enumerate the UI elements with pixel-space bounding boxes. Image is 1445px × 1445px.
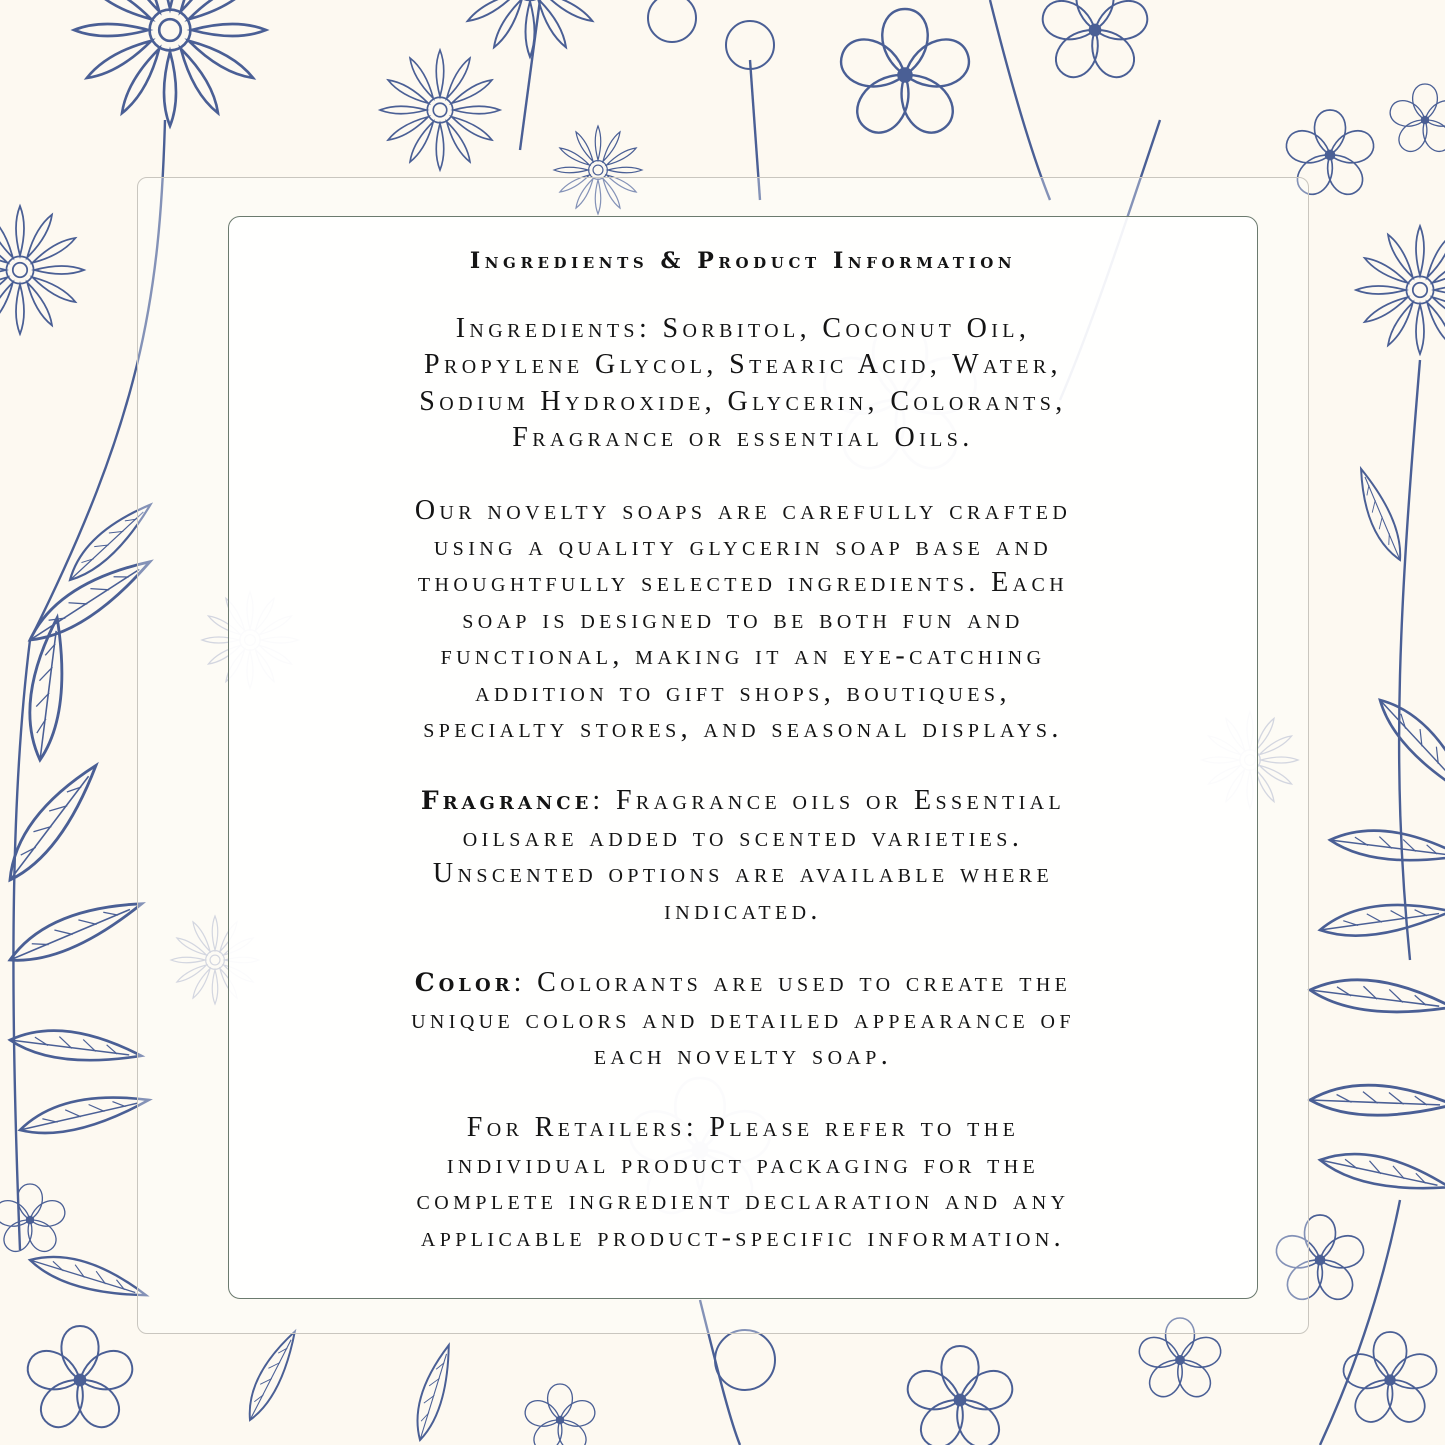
fragrance-text: : Fragrance oils or Essential (592, 785, 1066, 817)
info-card (228, 216, 1258, 1299)
color-paragraph (237, 965, 1249, 1074)
ingredients-line: Propylene Glycol, Stearic Acid, Water, (424, 349, 1062, 381)
fragrance-line: indicated. (664, 894, 822, 926)
description-line: functional, making it an eye-catching (440, 640, 1046, 672)
fragrance-line: oilsare added to scented varieties. (462, 821, 1024, 853)
retailers-line: applicable product-specific information. (420, 1221, 1066, 1253)
color-line: each novelty soap. (593, 1039, 893, 1071)
ingredients-paragraph (237, 311, 1249, 457)
description-paragraph (237, 493, 1249, 748)
color-label: Color (414, 968, 514, 998)
retailers-line: For Retailers: Please refer to the (466, 1112, 1020, 1144)
fragrance-label: Fragrance (420, 786, 593, 816)
fragrance-line: Unscented options are available where (432, 858, 1054, 890)
ingredients-line: Fragrance or essential Oils. (512, 422, 974, 454)
color-line: unique colors and detailed appearance of (411, 1003, 1075, 1035)
ingredients-line: Ingredients: Sorbitol, Coconut Oil, (455, 313, 1031, 344)
description-line: addition to gift shops, boutiques, (475, 676, 1011, 708)
retailers-line: individual product packaging for the (446, 1148, 1040, 1180)
fragrance-first-line (237, 783, 1249, 819)
retailers-paragraph (237, 1110, 1249, 1256)
description-line: soap is designed to be both fun and (462, 603, 1024, 635)
description-line: using a quality glycerin soap base and (433, 531, 1053, 563)
description-line: Our novelty soaps are carefully crafted (414, 494, 1072, 526)
page-title: Ingredients & Product Information (469, 248, 1017, 274)
description-line: thoughtfully selected ingredients. Each (417, 567, 1069, 599)
fragrance-paragraph (237, 783, 1249, 929)
color-first-line (237, 965, 1249, 1001)
retailers-line: complete ingredient declaration and any (416, 1185, 1070, 1217)
ingredients-line: Sodium Hydroxide, Glycerin, Colorants, (419, 385, 1067, 417)
description-line: specialty stores, and seasonal displays. (423, 713, 1063, 745)
color-text: : Colorants are used to create the (513, 967, 1072, 999)
